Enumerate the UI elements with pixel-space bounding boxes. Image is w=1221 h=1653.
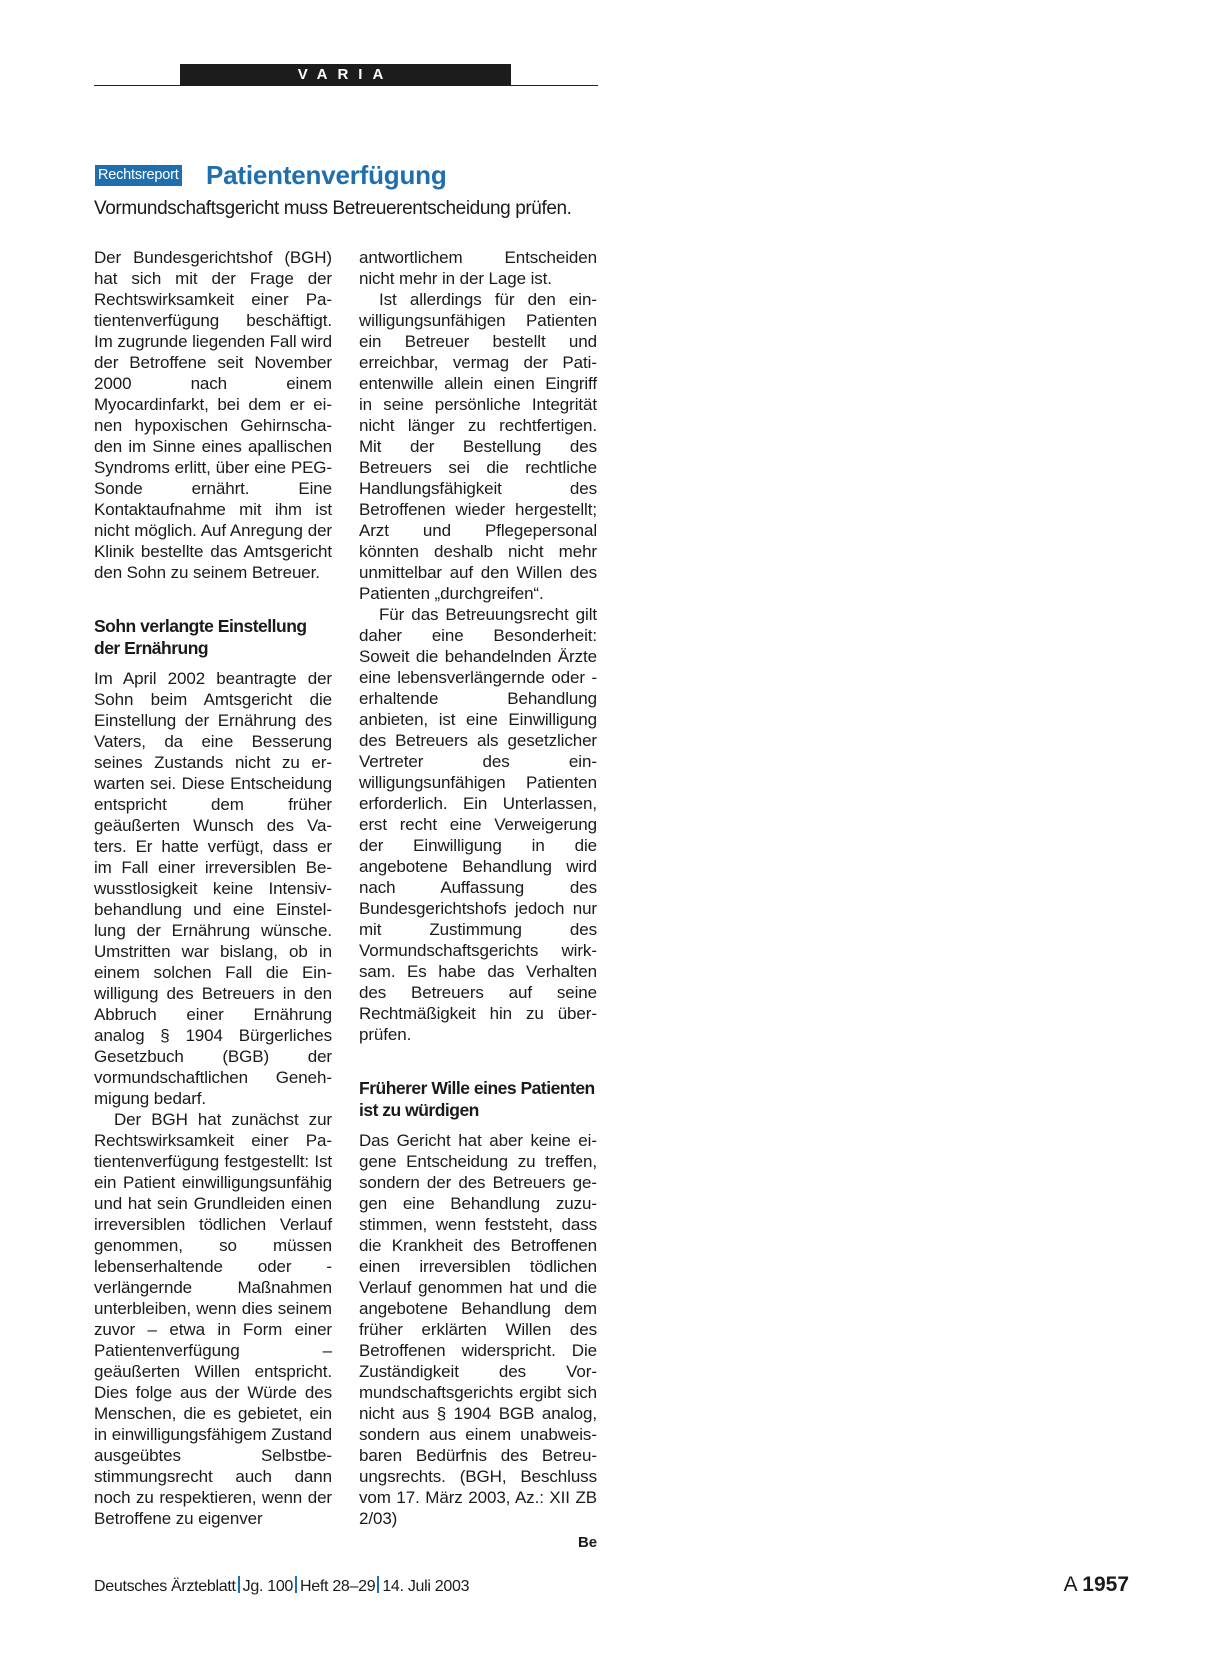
paragraph: Das Gericht hat aber keine eigene Entscheidung zu treffen, sondern der des Betreuers gegen eine Behandlung zuzustimmen, wenn feststeht, dass die Krankheit des Betroffenen einen irreversiblen tödlichen Verlauf genommen hat und die angebotene Behandlung dem früher erklärten Willen des Betroffenen widerspricht. Die Zuständigkeit des Vormundschaftsgerichts ergibt sich nicht aus § 1904 BGB analog, sondern aus einem unabweisbaren Bedürfnis des Betreuungsrechts. (BGH, Beschluss vom 17. März 2003, Az.: XII ZB 2/03) [359,1131,597,1528]
paragraph: Ist allerdings für den einwilligungsunfähigen Patienten ein Betreuer bestellt und erreichbar, vermag der Patientenwille allein einen Eingriff in seine persönliche Integrität nicht länger zu rechtfertigen. Mit der Bestellung des Betreuers sei die rechtliche Handlungsfähigkeit des Betroffenen wieder hergestellt; Arzt und Pflegepersonal könnten deshalb nicht mehr unmittelbar auf den Willen des Patienten „durchgreifen“. [359,290,597,603]
article-subtitle: Vormundschaftsgericht muss Betreuerentscheidung prüfen. [94,198,572,219]
paragraph: Der BGH hat zunächst zur Rechtswirksamkeit einer Patientenverfügung festgestellt: Ist ein Patient einwilligungsunfähig und hat sein Grundleiden einen irreversiblen tödlichen Verlauf genommen, so müssen lebenserhaltende oder -verlängernde Maßnahmen unterbleiben, wenn dies seinem zuvor – etwa in Form einer Patientenverfügung – geäußerten Willen entspricht. Dies folge aus der Würde des Menschen, die es gebietet, ein in einwilligungsfähigem Zustand ausgeübtes Selbstbestimmungsrecht auch dann noch zu respektieren, wenn der Betroffene zu eigenver [94,1110,332,1528]
issue-date: 14. Juli 2003 [382,1578,470,1595]
article-title: Patientenverfügung [206,160,447,190]
footer [94,1576,469,1598]
subheading: Sohn verlangte Einstellung der Ernährung [94,616,307,658]
section-header: VARIA [180,64,511,86]
right-column [359,247,597,1553]
paragraph: antwortlichem Entscheiden nicht mehr in der Lage ist. [359,248,597,288]
journal-name: Deutsches Ärzteblatt [94,1578,236,1595]
subheading: Früherer Wille eines Patienten ist zu würdigen [359,1078,595,1120]
issue: Heft 28–29 [300,1578,376,1595]
volume: Jg. 100 [242,1578,294,1595]
paragraph: Für das Betreuungsrecht gilt daher eine Besonderheit: Soweit die behandelnden Ärzte eine lebensverlängernde oder -erhaltende Behandlung anbieten, ist eine Einwilligung des Betreuers als gesetzlicher Vertreter des einwilligungsunfähigen Patienten erforderlich. Ein Unterlassen, erst recht eine Verweigerung der Einwilligung in die angebotene Behandlung wird nach Auffassung des Bundesgerichtshofs jedoch nur mit Zustimmung des Vormundschaftsgerichts wirksam. Es habe das Verhalten des Betreuers auf seine Rechtmäßigkeit hin zu überprüfen. [359,605,597,1044]
paragraph: Im April 2002 beantragte der Sohn beim Amtsgericht die Einstellung der Ernährung des Vaters, da eine Besserung seines Zustands nicht zu erwarten sei. Diese Entscheidung entspricht dem früher geäußerten Wunsch des Vaters. Er hatte verfügt, dass er im Fall einer irreversiblen Bewusstlosigkeit keine Intensivbehandlung und eine Einstellung der Ernährung wünsche. Umstritten war bislang, ob in einem solchen Fall die Einwilligung des Betreuers in den Abbruch einer Ernährung analog § 1904 Bürgerliches Gesetzbuch (BGB) der vormundschaftlichen Genehmigung bedarf. [94,669,332,1108]
separator [238,1576,240,1593]
rubric-label: Rechtsreport [95,165,182,186]
page-prefix: A [1063,1573,1077,1596]
author-signature: Be [578,1534,597,1551]
separator [377,1576,379,1593]
separator [295,1576,297,1593]
left-column [94,247,332,1529]
page-number-value: 1957 [1082,1573,1129,1596]
page-number [1064,1572,1129,1598]
paragraph: Der Bundesgerichtshof (BGH) hat sich mit der Frage der Rechtswirksamkeit einer Patientenverfügung beschäftigt. Im zugrunde liegenden Fall wird der Betroffene seit November 2000 nach einem Myocardinfarkt, bei dem er einen hypoxischen Gehirnschaden im Sinne eines apallischen Syndroms erlitt, über eine PEG-Sonde ernährt. Eine Kontaktaufnahme mit ihm ist nicht möglich. Auf Anregung der Klinik bestellte das Amtsgericht den Sohn zu seinem Betreuer. [94,248,332,582]
